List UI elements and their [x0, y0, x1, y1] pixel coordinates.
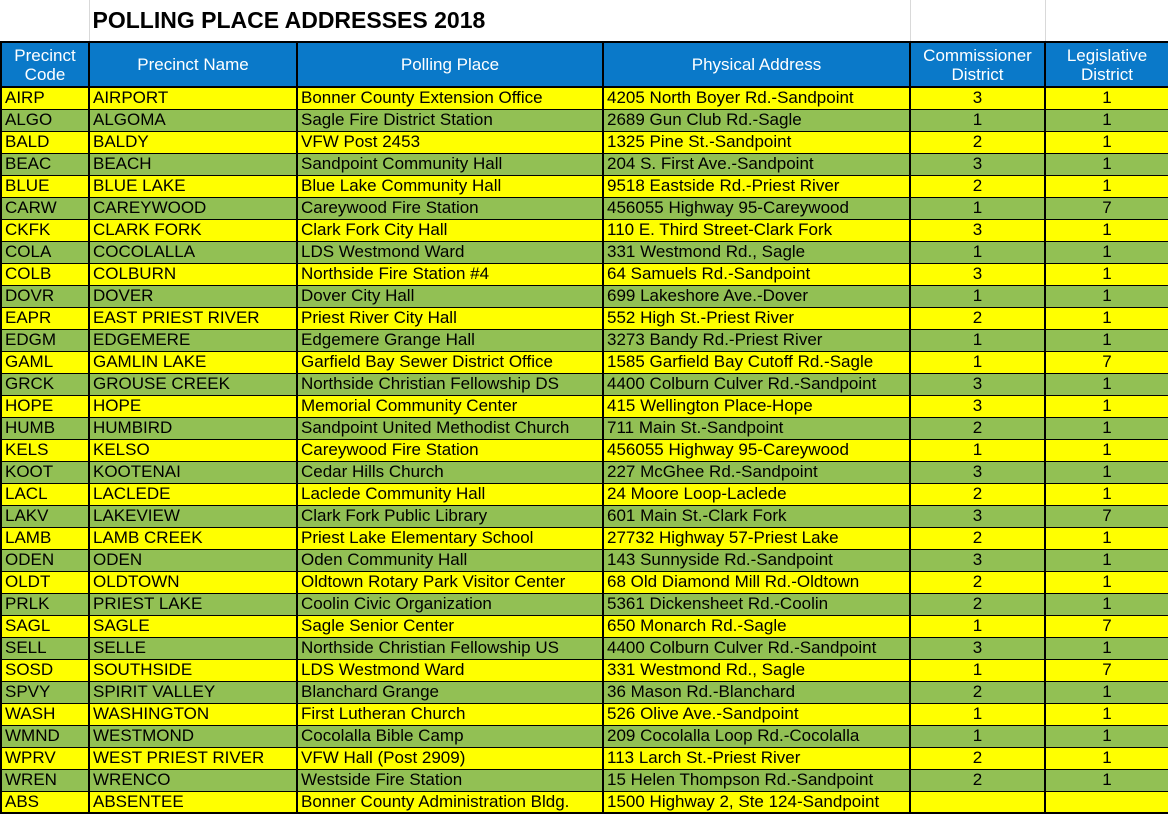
precinct-name-cell[interactable]: HOPE — [89, 395, 297, 417]
table-row — [1, 219, 1168, 241]
commissioner-district-cell[interactable]: 3 — [910, 637, 1045, 659]
precinct-code-cell[interactable]: HOPE — [1, 395, 89, 417]
table-row — [1, 791, 1168, 813]
precinct-name-cell[interactable]: SELLE — [89, 637, 297, 659]
legislative-district-cell[interactable]: 1 — [1045, 241, 1168, 263]
table-row — [1, 637, 1168, 659]
precinct-name-cell[interactable]: GAMLIN LAKE — [89, 351, 297, 373]
header-precinct-code[interactable]: Precinct Code — [1, 42, 89, 87]
precinct-name-cell[interactable]: GROUSE CREEK — [89, 373, 297, 395]
commissioner-district-cell[interactable]: 1 — [910, 109, 1045, 131]
precinct-code-cell[interactable]: WMND — [1, 725, 89, 747]
polling-place-cell[interactable]: Northside Fire Station #4 — [297, 263, 603, 285]
commissioner-district-cell[interactable]: 2 — [910, 131, 1045, 153]
precinct-name-cell[interactable]: CAREYWOOD — [89, 197, 297, 219]
legislative-district-cell[interactable]: 1 — [1045, 153, 1168, 175]
physical-address-cell[interactable]: 331 Westmond Rd., Sagle — [603, 241, 910, 263]
commissioner-district-cell[interactable]: 1 — [910, 659, 1045, 681]
precinct-name-cell[interactable]: ABSENTEE — [89, 791, 297, 813]
commissioner-district-cell[interactable]: 3 — [910, 461, 1045, 483]
table-row — [1, 153, 1168, 175]
polling-place-cell[interactable]: Northside Christian Fellowship US — [297, 637, 603, 659]
precinct-code-cell[interactable]: COLB — [1, 263, 89, 285]
precinct-code-cell[interactable]: CARW — [1, 197, 89, 219]
precinct-code-cell[interactable]: GRCK — [1, 373, 89, 395]
legislative-district-cell[interactable]: 1 — [1045, 417, 1168, 439]
commissioner-district-cell[interactable]: 1 — [910, 703, 1045, 725]
commissioner-district-cell[interactable]: 1 — [910, 725, 1045, 747]
table-row — [1, 725, 1168, 747]
title-empty-cell[interactable] — [910, 0, 1045, 42]
legislative-district-cell[interactable]: 1 — [1045, 593, 1168, 615]
physical-address-cell[interactable]: 1325 Pine St.-Sandpoint — [603, 131, 910, 153]
commissioner-district-cell[interactable]: 3 — [910, 395, 1045, 417]
precinct-code-cell[interactable]: GAML — [1, 351, 89, 373]
legislative-district-cell[interactable]: 1 — [1045, 681, 1168, 703]
legislative-district-cell[interactable]: 1 — [1045, 527, 1168, 549]
commissioner-district-cell[interactable]: 2 — [910, 747, 1045, 769]
precinct-code-cell[interactable]: ODEN — [1, 549, 89, 571]
precinct-name-cell[interactable]: WESTMOND — [89, 725, 297, 747]
commissioner-district-cell[interactable]: 2 — [910, 417, 1045, 439]
commissioner-district-cell[interactable]: 1 — [910, 351, 1045, 373]
commissioner-district-cell[interactable]: 3 — [910, 373, 1045, 395]
commissioner-district-cell[interactable]: 2 — [910, 571, 1045, 593]
commissioner-district-cell[interactable]: 1 — [910, 197, 1045, 219]
precinct-name-cell[interactable]: HUMBIRD — [89, 417, 297, 439]
legislative-district-cell[interactable]: 1 — [1045, 637, 1168, 659]
polling-place-cell[interactable]: Blanchard Grange — [297, 681, 603, 703]
physical-address-cell[interactable]: 601 Main St.-Clark Fork — [603, 505, 910, 527]
header-commissioner-district[interactable]: Commissioner District — [910, 42, 1045, 87]
title-spacer-cell[interactable] — [1, 0, 89, 42]
precinct-code-cell[interactable]: EAPR — [1, 307, 89, 329]
physical-address-cell[interactable]: 4400 Colburn Culver Rd.-Sandpoint — [603, 373, 910, 395]
precinct-name-cell[interactable]: LAKEVIEW — [89, 505, 297, 527]
polling-place-cell[interactable]: Sandpoint Community Hall — [297, 153, 603, 175]
physical-address-cell[interactable]: 415 Wellington Place-Hope — [603, 395, 910, 417]
physical-address-cell[interactable]: 456055 Highway 95-Careywood — [603, 197, 910, 219]
header-precinct-name[interactable]: Precinct Name — [89, 42, 297, 87]
table-row — [1, 329, 1168, 351]
table-row — [1, 109, 1168, 131]
precinct-name-cell[interactable]: ALGOMA — [89, 109, 297, 131]
precinct-code-cell[interactable]: BEAC — [1, 153, 89, 175]
table-row — [1, 307, 1168, 329]
polling-place-cell[interactable]: Sandpoint United Methodist Church — [297, 417, 603, 439]
precinct-name-cell[interactable]: KOOTENAI — [89, 461, 297, 483]
physical-address-cell[interactable]: 526 Olive Ave.-Sandpoint — [603, 703, 910, 725]
table-row — [1, 197, 1168, 219]
legislative-district-cell[interactable]: 1 — [1045, 395, 1168, 417]
precinct-code-cell[interactable]: SAGL — [1, 615, 89, 637]
precinct-name-cell[interactable]: LAMB CREEK — [89, 527, 297, 549]
table-row — [1, 175, 1168, 197]
commissioner-district-cell[interactable]: 1 — [910, 285, 1045, 307]
precinct-code-cell[interactable]: OLDT — [1, 571, 89, 593]
physical-address-cell[interactable]: 227 McGhee Rd.-Sandpoint — [603, 461, 910, 483]
physical-address-cell[interactable]: 3273 Bandy Rd.-Priest River — [603, 329, 910, 351]
physical-address-cell[interactable]: 68 Old Diamond Mill Rd.-Oldtown — [603, 571, 910, 593]
precinct-code-cell[interactable]: SELL — [1, 637, 89, 659]
physical-address-cell[interactable]: 9518 Eastside Rd.-Priest River — [603, 175, 910, 197]
physical-address-cell[interactable]: 204 S. First Ave.-Sandpoint — [603, 153, 910, 175]
physical-address-cell[interactable]: 24 Moore Loop-Laclede — [603, 483, 910, 505]
precinct-code-cell[interactable]: DOVR — [1, 285, 89, 307]
physical-address-cell[interactable]: 711 Main St.-Sandpoint — [603, 417, 910, 439]
table-row — [1, 263, 1168, 285]
legislative-district-cell[interactable]: 1 — [1045, 131, 1168, 153]
table-row — [1, 505, 1168, 527]
precinct-name-cell[interactable]: SOUTHSIDE — [89, 659, 297, 681]
legislative-district-cell[interactable]: 1 — [1045, 329, 1168, 351]
commissioner-district-cell[interactable]: 3 — [910, 549, 1045, 571]
precinct-code-cell[interactable]: WASH — [1, 703, 89, 725]
commissioner-district-cell[interactable]: 2 — [910, 483, 1045, 505]
polling-place-cell[interactable]: Oldtown Rotary Park Visitor Center — [297, 571, 603, 593]
precinct-code-cell[interactable]: KELS — [1, 439, 89, 461]
physical-address-cell[interactable]: 64 Samuels Rd.-Sandpoint — [603, 263, 910, 285]
commissioner-district-cell[interactable]: 2 — [910, 307, 1045, 329]
polling-place-cell[interactable]: Careywood Fire Station — [297, 439, 603, 461]
polling-place-cell[interactable]: Clark Fork Public Library — [297, 505, 603, 527]
precinct-name-cell[interactable]: EAST PRIEST RIVER — [89, 307, 297, 329]
precinct-name-cell[interactable]: PRIEST LAKE — [89, 593, 297, 615]
physical-address-cell[interactable]: 143 Sunnyside Rd.-Sandpoint — [603, 549, 910, 571]
legislative-district-cell[interactable]: 1 — [1045, 219, 1168, 241]
header-polling-place[interactable]: Polling Place — [297, 42, 603, 87]
table-row — [1, 615, 1168, 637]
legislative-district-cell[interactable]: 1 — [1045, 307, 1168, 329]
table-row — [1, 373, 1168, 395]
commissioner-district-cell[interactable]: 2 — [910, 593, 1045, 615]
polling-place-cell[interactable]: Northside Christian Fellowship DS — [297, 373, 603, 395]
title-empty-cell[interactable] — [1045, 0, 1168, 42]
legislative-district-cell[interactable]: 1 — [1045, 373, 1168, 395]
precinct-code-cell[interactable]: LAMB — [1, 527, 89, 549]
physical-address-cell[interactable]: 5361 Dickensheet Rd.-Coolin — [603, 593, 910, 615]
physical-address-cell[interactable]: 331 Westmond Rd., Sagle — [603, 659, 910, 681]
precinct-name-cell[interactable]: COLBURN — [89, 263, 297, 285]
polling-place-cell[interactable]: Laclede Community Hall — [297, 483, 603, 505]
table-row — [1, 395, 1168, 417]
physical-address-cell[interactable]: 36 Mason Rd.-Blanchard — [603, 681, 910, 703]
header-legislative-district[interactable]: Legislative District — [1045, 42, 1168, 87]
legislative-district-cell[interactable]: 1 — [1045, 175, 1168, 197]
precinct-code-cell[interactable]: WPRV — [1, 747, 89, 769]
precinct-name-cell[interactable]: DOVER — [89, 285, 297, 307]
precinct-name-cell[interactable]: BEACH — [89, 153, 297, 175]
polling-place-cell[interactable]: Garfield Bay Sewer District Office — [297, 351, 603, 373]
physical-address-cell[interactable]: 27732 Highway 57-Priest Lake — [603, 527, 910, 549]
legislative-district-cell[interactable]: 1 — [1045, 483, 1168, 505]
table-row — [1, 417, 1168, 439]
precinct-name-cell[interactable]: BALDY — [89, 131, 297, 153]
precinct-code-cell[interactable]: CKFK — [1, 219, 89, 241]
commissioner-district-cell[interactable]: 3 — [910, 87, 1045, 109]
physical-address-cell[interactable]: 209 Cocolalla Loop Rd.-Cocolalla — [603, 725, 910, 747]
legislative-district-cell[interactable]: 7 — [1045, 197, 1168, 219]
table-row — [1, 483, 1168, 505]
commissioner-district-cell[interactable]: 2 — [910, 769, 1045, 791]
physical-address-cell[interactable]: 1500 Highway 2, Ste 124-Sandpoint — [603, 791, 910, 813]
header-row — [1, 42, 1168, 87]
precinct-name-cell[interactable]: COCOLALLA — [89, 241, 297, 263]
precinct-name-cell[interactable]: EDGEMERE — [89, 329, 297, 351]
legislative-district-cell[interactable]: 1 — [1045, 725, 1168, 747]
commissioner-district-cell[interactable] — [910, 791, 1045, 813]
table-row — [1, 681, 1168, 703]
table-row — [1, 703, 1168, 725]
legislative-district-cell[interactable]: 1 — [1045, 87, 1168, 109]
precinct-name-cell[interactable]: WEST PRIEST RIVER — [89, 747, 297, 769]
precinct-code-cell[interactable]: LACL — [1, 483, 89, 505]
legislative-district-cell[interactable]: 1 — [1045, 747, 1168, 769]
precinct-name-cell[interactable]: ODEN — [89, 549, 297, 571]
legislative-district-cell[interactable]: 1 — [1045, 263, 1168, 285]
polling-place-cell[interactable]: Sagle Fire District Station — [297, 109, 603, 131]
polling-place-cell[interactable]: Bonner County Extension Office — [297, 87, 603, 109]
physical-address-cell[interactable]: 699 Lakeshore Ave.-Dover — [603, 285, 910, 307]
physical-address-cell[interactable]: 650 Monarch Rd.-Sagle — [603, 615, 910, 637]
legislative-district-cell[interactable]: 1 — [1045, 769, 1168, 791]
precinct-name-cell[interactable]: SAGLE — [89, 615, 297, 637]
commissioner-district-cell[interactable]: 1 — [910, 615, 1045, 637]
precinct-name-cell[interactable]: AIRPORT — [89, 87, 297, 109]
commissioner-district-cell[interactable]: 3 — [910, 263, 1045, 285]
physical-address-cell[interactable]: 552 High St.-Priest River — [603, 307, 910, 329]
precinct-name-cell[interactable]: OLDTOWN — [89, 571, 297, 593]
precinct-code-cell[interactable]: LAKV — [1, 505, 89, 527]
polling-place-cell[interactable]: VFW Post 2453 — [297, 131, 603, 153]
legislative-district-cell[interactable]: 1 — [1045, 285, 1168, 307]
precinct-name-cell[interactable]: CLARK FORK — [89, 219, 297, 241]
polling-place-cell[interactable]: Memorial Community Center — [297, 395, 603, 417]
precinct-code-cell[interactable]: ALGO — [1, 109, 89, 131]
precinct-name-cell[interactable]: SPIRIT VALLEY — [89, 681, 297, 703]
table-row — [1, 549, 1168, 571]
table-row — [1, 241, 1168, 263]
header-physical-address[interactable]: Physical Address — [603, 42, 910, 87]
precinct-name-cell[interactable]: WRENCO — [89, 769, 297, 791]
legislative-district-cell[interactable]: 1 — [1045, 439, 1168, 461]
polling-place-cell[interactable]: Oden Community Hall — [297, 549, 603, 571]
physical-address-cell[interactable]: 15 Helen Thompson Rd.-Sandpoint — [603, 769, 910, 791]
table-row — [1, 527, 1168, 549]
polling-place-cell[interactable]: Edgemere Grange Hall — [297, 329, 603, 351]
precinct-code-cell[interactable]: WREN — [1, 769, 89, 791]
precinct-code-cell[interactable]: EDGM — [1, 329, 89, 351]
commissioner-district-cell[interactable]: 1 — [910, 439, 1045, 461]
precinct-code-cell[interactable]: SPVY — [1, 681, 89, 703]
commissioner-district-cell[interactable]: 1 — [910, 241, 1045, 263]
table-row — [1, 571, 1168, 593]
table-row — [1, 439, 1168, 461]
polling-place-cell[interactable]: First Lutheran Church — [297, 703, 603, 725]
polling-place-cell[interactable]: Sagle Senior Center — [297, 615, 603, 637]
table-row — [1, 351, 1168, 373]
polling-place-cell[interactable]: Careywood Fire Station — [297, 197, 603, 219]
precinct-code-cell[interactable]: ABS — [1, 791, 89, 813]
table-row — [1, 747, 1168, 769]
table-row — [1, 659, 1168, 681]
legislative-district-cell[interactable]: 1 — [1045, 109, 1168, 131]
physical-address-cell[interactable]: 2689 Gun Club Rd.-Sagle — [603, 109, 910, 131]
commissioner-district-cell[interactable]: 2 — [910, 681, 1045, 703]
table-row — [1, 131, 1168, 153]
table-row — [1, 593, 1168, 615]
table-row — [1, 87, 1168, 109]
precinct-name-cell[interactable]: LACLEDE — [89, 483, 297, 505]
precinct-name-cell[interactable]: KELSO — [89, 439, 297, 461]
physical-address-cell[interactable]: 1585 Garfield Bay Cutoff Rd.-Sagle — [603, 351, 910, 373]
precinct-code-cell[interactable]: PRLK — [1, 593, 89, 615]
precinct-code-cell[interactable]: BALD — [1, 131, 89, 153]
polling-place-cell[interactable]: LDS Westmond Ward — [297, 241, 603, 263]
physical-address-cell[interactable]: 4400 Colburn Culver Rd.-Sandpoint — [603, 637, 910, 659]
table-row — [1, 769, 1168, 791]
polling-place-cell[interactable]: Cedar Hills Church — [297, 461, 603, 483]
polling-place-cell[interactable]: Bonner County Administration Bldg. — [297, 791, 603, 813]
physical-address-cell[interactable]: 113 Larch St.-Priest River — [603, 747, 910, 769]
legislative-district-cell[interactable]: 1 — [1045, 571, 1168, 593]
legislative-district-cell[interactable]: 1 — [1045, 549, 1168, 571]
polling-place-cell[interactable]: Blue Lake Community Hall — [297, 175, 603, 197]
commissioner-district-cell[interactable]: 3 — [910, 505, 1045, 527]
polling-place-cell[interactable]: Coolin Civic Organization — [297, 593, 603, 615]
legislative-district-cell[interactable]: 7 — [1045, 505, 1168, 527]
precinct-name-cell[interactable]: WASHINGTON — [89, 703, 297, 725]
polling-place-cell[interactable]: VFW Hall (Post 2909) — [297, 747, 603, 769]
commissioner-district-cell[interactable]: 2 — [910, 175, 1045, 197]
physical-address-cell[interactable]: 4205 North Boyer Rd.-Sandpoint — [603, 87, 910, 109]
table-row — [1, 285, 1168, 307]
polling-place-cell[interactable]: Westside Fire Station — [297, 769, 603, 791]
precinct-code-cell[interactable]: AIRP — [1, 87, 89, 109]
polling-place-cell[interactable]: Priest River City Hall — [297, 307, 603, 329]
precinct-code-cell[interactable]: KOOT — [1, 461, 89, 483]
precinct-code-cell[interactable]: COLA — [1, 241, 89, 263]
physical-address-cell[interactable]: 456055 Highway 95-Careywood — [603, 439, 910, 461]
precinct-code-cell[interactable]: BLUE — [1, 175, 89, 197]
legislative-district-cell[interactable]: 7 — [1045, 615, 1168, 637]
commissioner-district-cell[interactable]: 1 — [910, 329, 1045, 351]
commissioner-district-cell[interactable]: 2 — [910, 527, 1045, 549]
polling-place-cell[interactable]: LDS Westmond Ward — [297, 659, 603, 681]
polling-place-cell[interactable]: Clark Fork City Hall — [297, 219, 603, 241]
legislative-district-cell[interactable]: 1 — [1045, 703, 1168, 725]
precinct-code-cell[interactable]: HUMB — [1, 417, 89, 439]
legislative-district-cell[interactable]: 1 — [1045, 461, 1168, 483]
polling-place-cell[interactable]: Cocolalla Bible Camp — [297, 725, 603, 747]
page-title[interactable]: POLLING PLACE ADDRESSES 2018 — [89, 0, 910, 42]
table-row — [1, 461, 1168, 483]
legislative-district-cell[interactable] — [1045, 791, 1168, 813]
precinct-name-cell[interactable]: BLUE LAKE — [89, 175, 297, 197]
title-row — [1, 0, 1168, 42]
precinct-code-cell[interactable]: SOSD — [1, 659, 89, 681]
polling-place-cell[interactable]: Priest Lake Elementary School — [297, 527, 603, 549]
physical-address-cell[interactable]: 110 E. Third Street-Clark Fork — [603, 219, 910, 241]
legislative-district-cell[interactable]: 7 — [1045, 659, 1168, 681]
polling-place-cell[interactable]: Dover City Hall — [297, 285, 603, 307]
commissioner-district-cell[interactable]: 3 — [910, 219, 1045, 241]
commissioner-district-cell[interactable]: 3 — [910, 153, 1045, 175]
legislative-district-cell[interactable]: 7 — [1045, 351, 1168, 373]
